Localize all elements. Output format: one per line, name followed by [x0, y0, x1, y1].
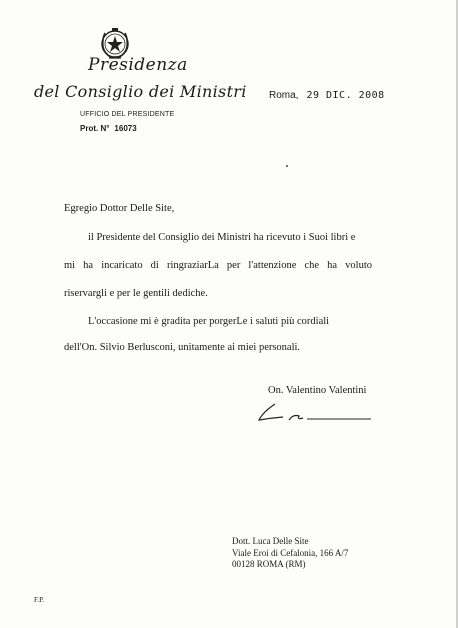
recipient-name: Dott. Luca Delle Site — [232, 536, 309, 546]
recipient-address — [232, 536, 348, 571]
paragraph-line: riservargli e per le gentili dediche. — [64, 288, 208, 299]
recipient-street: Viale Eroi di Cefalonia, 166 A/7 — [232, 547, 349, 558]
place: Roma, — [269, 90, 299, 101]
paragraph-line: il Presidente del Consiglio dei Ministri ha ricevuto i Suoi libri e — [88, 232, 356, 243]
protocol-label: Prot. N° — [80, 124, 110, 133]
protocol-value: 16073 — [114, 124, 137, 133]
recipient-city: 00128 ROMA (RM) — [232, 559, 306, 570]
paragraph-line: L'occasione mi è gradita per porgerLe i saluti più cordiali — [88, 316, 330, 327]
typist-initials: F.P. — [34, 596, 44, 604]
office-name: UFFICIO DEL PRESIDENTE — [80, 111, 175, 118]
salutation: Egregio Dottor Delle Site, — [64, 203, 175, 214]
handwritten-signature — [253, 402, 373, 424]
date-stamp: 29 DIC. 2008 — [306, 90, 385, 101]
place-date — [269, 85, 385, 103]
paragraph-line-text: mi ha incaricato di ringraziarLa per l'attenzione che ha voluto — [64, 260, 372, 271]
paragraph-line: dell'On. Silvio Berlusconi, unitamente ai miei personali. — [64, 342, 301, 353]
signatory-name: On. Valentino Valentini — [268, 385, 367, 396]
protocol-number — [80, 124, 137, 133]
letterhead-presidenza: Presidenza — [88, 55, 188, 75]
paragraph-line — [64, 259, 372, 273]
speck — [286, 165, 288, 167]
letterhead-consiglio: del Consiglio dei Ministri — [34, 82, 247, 101]
